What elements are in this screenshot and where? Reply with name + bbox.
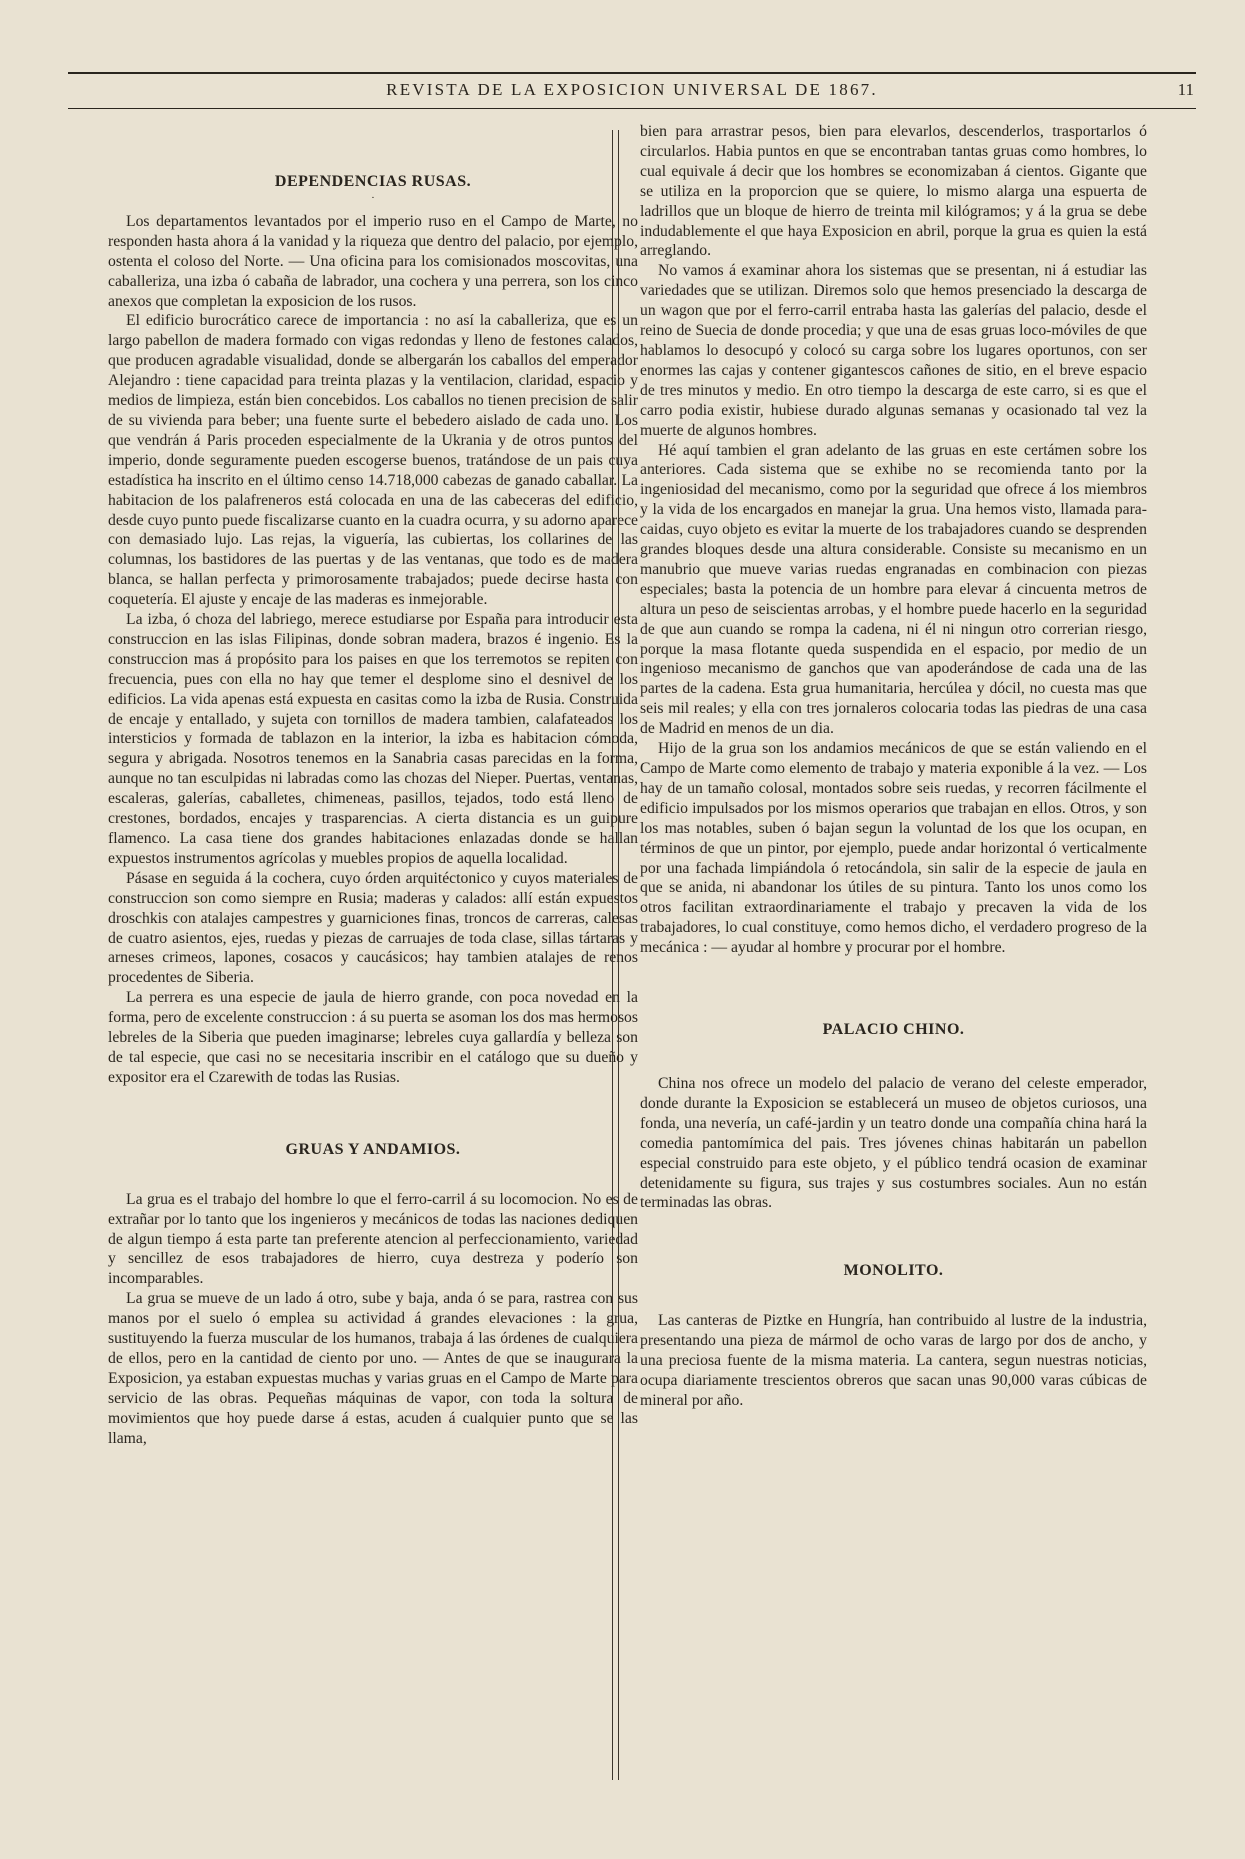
paragraph: La grua es el trabajo del hombre lo que el ferro-carril á su locomocion. No es de extrañar por lo tanto que los ingenieros y mecánicos de todas las naciones dediquen de algun tiempo á esta parte tan preferente atencion al perfeccionamiento, variedad y sencillez de esos trabajadores de hierro, cuya destreza y poderío son incomparables. [108,1190,638,1288]
page-number: 11 [1177,80,1194,99]
paragraph: El edificio burocrático carece de importancia : no así la caballeriza, que es un largo pabellon de madera formado con vigas redondas y lleno de festones calados, que producen agradable visualidad, donde se albergarán los caballos del emperador Alejandro : tiene capacidad para treinta plazas y la ventilacion, claridad, espacio y medios de limpieza, están bien concebidos. Los caballos no tienen precision de salir de su vivienda para beber; una fuente surte el bebedero aislado de cada uno. Los que vendrán á Paris proceden especialmente de la Ukrania y de otros puntos del imperio, donde seguramente pueden escogerse buenos, tratándose de un pais cuya estadística ha inscrito en el último censo 14.718,000 cabezas de ganado caballar. La habitacion de los palafreneros está colocada en una de las cabeceras del edificio, desde cuyo punto puede fiscalizarse cuanto en la cuadra ocurra, y su adorno aparece con demasiado lujo. Las rejas, la viguería, las cubiertas, los collarines de las columnas, los bastidores de las puertas y de las ventanas, que todo es de madera blanca, se hallan perfecta y primorosamente trabajados; puede decirse hasta con coquetería. El ajuste y encaje de las maderas es inmejorable. [108,312,638,609]
running-title: REVISTA DE LA EXPOSICION UNIVERSAL DE 1867. [386,80,878,99]
paragraph: Hijo de la grua son los andamios mecánicos de que se están valiendo en el Campo de Marte como elemento de trabajo y materia exponible á la vez. — Los hay de un tamaño colosal, montados sobre seis ruedas, y recorren fácilmente el edificio impulsados por los mismos operarios que trabajan en ellos. Otros, y son los mas notables, suben ó bajan segun la voluntad de los que los ocupan, en términos de que un pintor, por ejemplo, puede andar horizontal ó verticalmente por una fachada limpiándola ó retocándola, sin salir de la especie de jaula en que se anida, ni abandonar los útiles de su pintura. Tanto los unos como los otros facilitan extraordinariamente el trabajo y precaven la vida de los trabajadores, lo cual constituye, como hemos dicho, el verdadero progreso de la mecánica : — ayudar al hombre y procurar por el hombre. [640,740,1147,957]
section-heading-monolito: MONOLITO. [843,1262,944,1280]
page-header [68,72,1196,104]
paragraph: Hé aquí tambien el gran adelanto de las gruas en este certámen sobre los anteriores. Cada sistema que se exhibe no se recomienda tanto por la ingeniosidad del mecanismo, como por la seguridad que ofrece á los miembros y la vida de los encargados en manejar la grua. Una hemos visto, llamada para-caidas, cuyo objeto es evitar la muerte de los trabajadores cuando se desprenden grandes bloques desde una altura considerable. Consiste su mecanismo en un manubrio que mueve varias ruedas engranadas en combinacion con piezas especiales; basta la potencia de un hombre para elevar á cincuenta metros de altura un peso de seiscientas arrobas, y el hombre puede hacerlo en la seguridad de que aun cuando se rompa la cadena, ni él ni ningun otro correrian riesgo, porque la masa flotante queda suspendida en el espacio, por medio de un ingenioso mecanismo de ganchos que van apoderándose de cada una de las partes de la cadena. Esta grua humanitaria, hercúlea y dócil, no cuesta mas que seis mil reales; y ella con tres jornaleros colocaria todas las piedras de una casa de Madrid en menos de un dia. [640,441,1147,738]
right-column [640,122,1147,1411]
paragraph: China nos ofrece un modelo del palacio de verano del celeste emperador, donde durante la Exposicion se establecerá un museo de objetos curiosos, una fonda, una nevería, un café-jardin y un teatro donde una compañía china hará la comedia pantomímica del pais. Tres jóvenes chinas habitarán un pabellon especial construido para este objeto, y el público tendrá ocasion de examinar detenidamente su figura, sus trajes y sus costumbres sociales. Aun no están terminadas las obras. [640,1074,1147,1212]
paragraph: bien para arrastrar pesos, bien para elevarlos, descenderlos, trasportarlos ó circularlos. Habia puntos en que se encontraban tantas gruas como hombres, lo cual equivale á decir que los hombres se economizaban á cientos. Gigante que se utiliza en la proporcion que se quiere, lo mismo alarga una espuerta de ladrillos que un bloque de hierro de treinta mil kilógramos; y á la grua se debe indudablemente el que haya Exposicion en abril, porque la grua es quien la está arreglando. [640,123,1147,260]
paragraph: Pásase en seguida á la cochera, cuyo órden arquitéctonico y cuyos materiales de construccion son como siempre en Rusia; maderas y calados: allí están expuestos droschkis con atalajes campestres y guarniciones finas, troncos de carreras, calesas de cuatro asientos, ejes, ruedas y piezas de carruajes de toda clase, sillas tártaras y arneses crimeos, lapones, cosacos y caucásicos; hay tambien atalajes de renos procedentes de Siberia. [108,869,638,987]
section-heading-palacio-chino: PALACIO CHINO. [822,1021,965,1039]
paragraph: Los departamentos levantados por el imperio ruso en el Campo de Marte, no responden hasta ahora á la vanidad y la riqueza que dentro del palacio, por ejemplo, ostenta el coloso del Norte. — Una oficina para los comisionados moscovitas, una caballeriza, una izba ó cabaña de labrador, una cochera y una perrera, son los cinco anexos que completan la exposicion de los rusos. [108,212,638,310]
paragraph: La izba, ó choza del labriego, merece estudiarse por España para introducir esta construccion en las islas Filipinas, donde sobran madera, brazos é ingenio. Es la construccion mas á propósito para los paises en que los terremotos se repiten con frecuencia, pues con ella no hay que temer el desplome sino el desnivel de los edificios. La vida apenas está expuesta en casitas como la izba de Rusia. Construida de encaje y entallado, y sujeta con tornillos de madera tambien, calafateados los intersticios y formada de tablazon en la interior, la izba es habitacion cómoda, segura y abrigada. Nosotros tenemos en la Sanabria casas parecidas en la forma, aunque no tan esculpidas ni labradas como las chozas del Nieper. Puertas, ventanas, escaleras, galerías, caballetes, chimeneas, pasillos, tejados, todo está lleno de crestones, bordados, encajes y trasparencias. A cierta distancia es un guipure flamenco. La casa tiene dos grandes habitaciones enlazadas donde se hallan expuestos instrumentos agrícolas y muebles propios de aquella localidad. [108,611,638,867]
header-rule [68,108,1196,109]
paragraph: Las canteras de Piztke en Hungría, han contribuido al lustre de la industria, presentando una pieza de mármol de ocho varas de largo por dos de ancho, y una preciosa fuente de la misma materia. La cantera, segun nuestras noticias, ocupa diariamente trescientos obreros que sacan unas 90,000 varas cúbicas de mineral por año. [640,1312,1147,1409]
section-heading-dependencias-rusas: DEPENDENCIAS RUSAS. [274,173,472,190]
left-column [108,122,638,1448]
paragraph: La grua se mueve de un lado á otro, sube y baja, anda ó se para, rastrea con sus manos por el suelo ó emplea su actividad á grandes elevaciones : la grua, sustituyendo la fuerza muscular de los humanos, trabaja á las órdenes de cualquiera de ellos, pero en la cantidad de ciento por uno. — Antes de que se inaugurara la Exposicion, ya estaban expuestas muchas y varias gruas en el Campo de Marte para servicio de las obras. Pequeñas máquinas de vapor, con toda la soltura de movimientos que hoy puede darse á estas, acuden á cualquier punto que se las llama, [108,1290,638,1447]
heading-ornament: · [371,191,375,204]
section-heading-gruas-y-andamios: GRUAS Y ANDAMIOS. [285,1140,461,1158]
paragraph: No vamos á examinar ahora los sistemas que se presentan, ni á estudiar las variedades que se utilizan. Diremos solo que hemos presenciado la descarga de un wagon que por el ferro-carril entraba hasta las galerías del palacio, desde el reino de Suecia de donde procedia; y que una de esas gruas loco-móviles de que hablamos lo desocupó y colocó su carga sobre los lugares oportunos, con ser enormes las cajas y contener gigantescos cañones de sitio, en el breve espacio de tres minutos y medio. En otro tiempo la descarga de este carro, si es que el carro podia existir, hubiese durado algunas semanas y ocasionado tal vez la muerte de algunos hombres. [640,262,1147,439]
paragraph: La perrera es una especie de jaula de hierro grande, con poca novedad en la forma, pero de excelente construccion : á su puerta se asoman los dos mas hermosos lebreles de la Siberia que pueden imaginarse; lebreles cuya gallardía y belleza son de tal especie, que casi no se necesitaria inscribir en el catálogo que su dueño y expositor era el Czarewith de todas las Rusias. [108,989,638,1086]
